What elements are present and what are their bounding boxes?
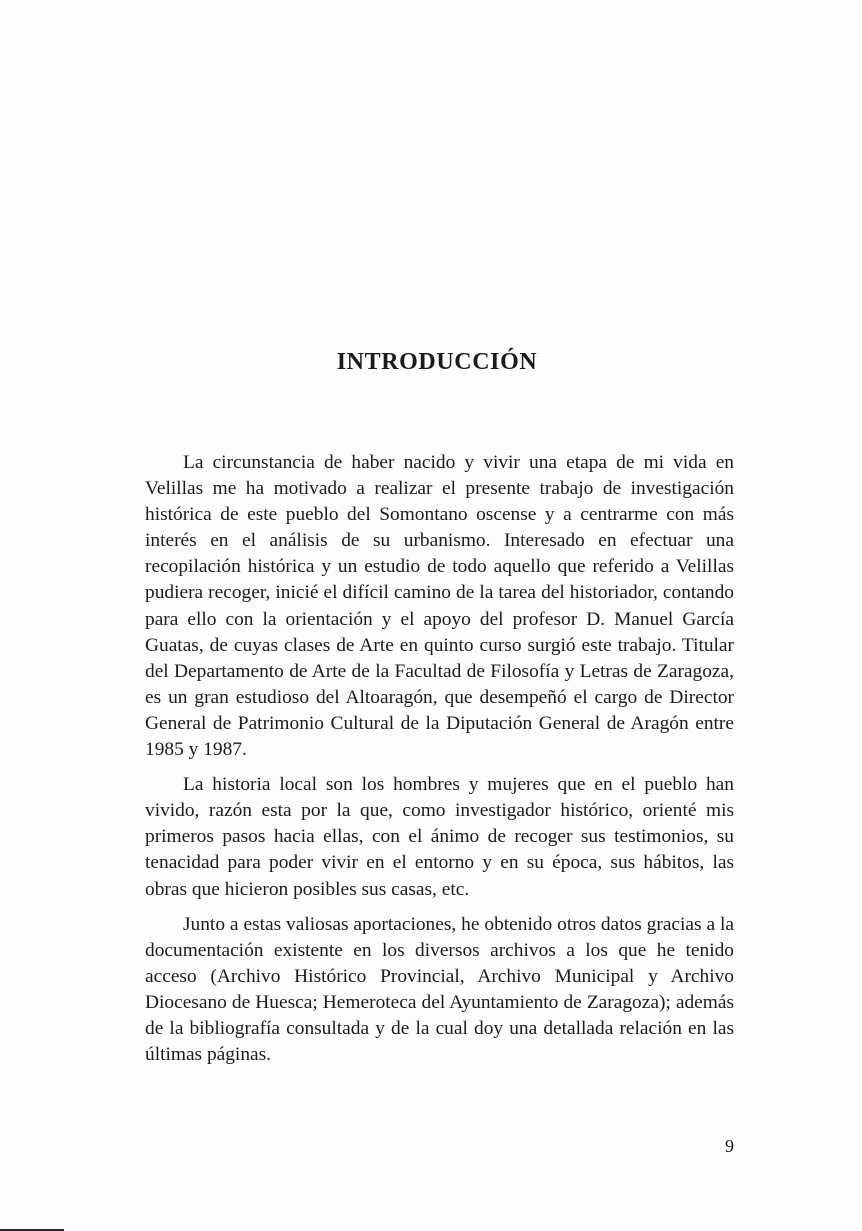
chapter-title: INTRODUCCIÓN	[336, 349, 538, 375]
paragraph-2: La historia local son los hombres y mujeres que en el pueblo han vivido, razón esta por la que, como investigador histórico, orienté mis primeros pasos hacia ellas, con el ánimo de recoger sus testimonios, su tenacidad para poder vivir en el entorno y en su época, sus hábitos, las obras que hicieron posibles sus casas, etc.	[145, 774, 734, 900]
paragraph-3: Junto a estas valiosas aportaciones, he obtenido otros datos gracias a la documentación existente en los diversos archivos a los que he tenido acceso (Archivo Histórico Provincial, Archivo Municipal y Archivo Diocesano de Huesca; Hemeroteca del Ayuntamiento de Zaragoza); además de la bibliografía consultada y de la cual doy una detallada relación en las últimas páginas.	[145, 913, 734, 1066]
body-text	[145, 450, 734, 1077]
page-number: 9	[725, 1136, 734, 1156]
paragraph-1: La circunstancia de haber nacido y vivir una etapa de mi vida en Velillas me ha motivado a realizar el presente trabajo de investigación histórica de este pueblo del Somontano oscense y a centrarme con más interés en el análisis de su urbanismo. Interesado en efectuar una recopilación histórica y un estudio de todo aquello que referido a Velillas pudiera recoger, inicié el difícil camino de la tarea del historiador, contando para ello con la orientación y el apoyo del profesor D. Manuel García Guatas, de cuyas clases de Arte en quinto curso surgió este trabajo. Titular del Departamento de Arte de la Facultad de Filosofía y Letras de Zaragoza, es un gran estudioso del Altoaragón, que desempeñó el cargo de Director General de Patrimonio Cultural de la Diputación General de Aragón entre 1985 y 1987.	[145, 452, 734, 761]
